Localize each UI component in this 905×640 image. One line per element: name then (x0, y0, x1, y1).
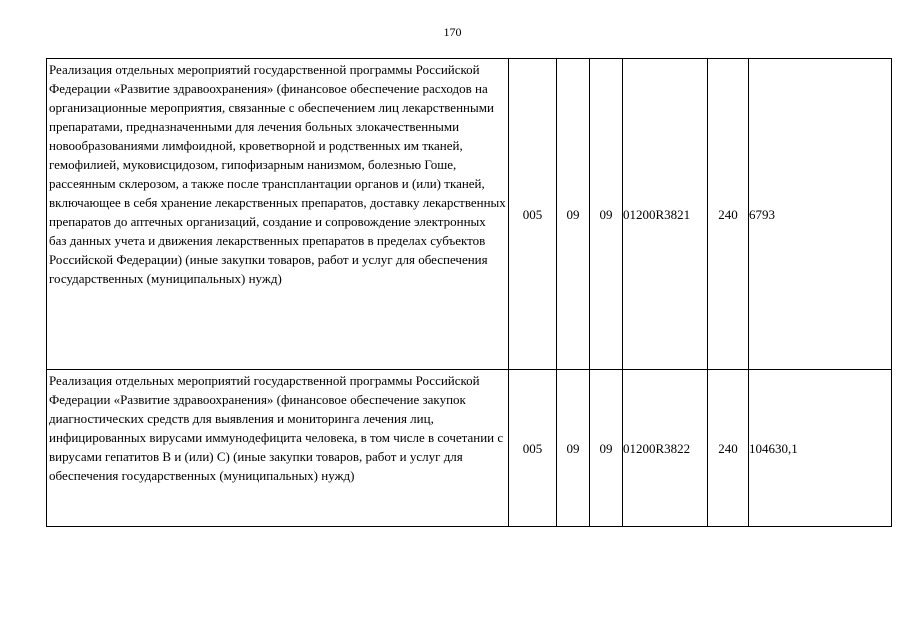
budget-table (46, 58, 892, 527)
target-article-cell: 01200R3821 (623, 59, 708, 370)
subsection-cell: 09 (590, 59, 623, 370)
expense-description: Реализация отдельных мероприятий государственной программы Российской Федерации «Развитие здравоохранения» (финансовое обеспечение закупок диагностических средств для выявления и мониторинга лечения лиц, инфицированных вирусами иммунодефицита человека, в том числе в сочетании с вирусами гепатитов В и (или) С) (иные закупки товаров, работ и услуг для обеспечения государственных (муниципальных) нужд) (47, 370, 509, 527)
section-cell: 09 (557, 59, 590, 370)
expense-type-cell: 240 (708, 370, 749, 527)
ministry-code-cell: 005 (509, 370, 557, 527)
amount-cell: 104630,1 (749, 370, 892, 527)
table-row (47, 370, 892, 527)
expense-type-cell: 240 (708, 59, 749, 370)
page-number: 170 (443, 25, 462, 39)
subsection-cell: 09 (590, 370, 623, 527)
target-article-cell: 01200R3822 (623, 370, 708, 527)
ministry-code-cell: 005 (509, 59, 557, 370)
section-cell: 09 (557, 370, 590, 527)
expense-description: Реализация отдельных мероприятий государственной программы Российской Федерации «Развитие здравоохранения» (финансовое обеспечение расходов на организационные мероприятия, связанные с обеспечением лиц лекарственными препаратами, предназначенными для лечения больных злокачественными новообразованиями лимфоидной, кроветворной и родственных им тканей, гемофилией, муковисцидозом, гипофизарным нанизмом, болезнью Гоше, рассеянным склерозом, а также после трансплантации органов и (или) тканей, включающее в себя хранение лекарственных препаратов, доставку лекарственных препаратов до аптечных организаций, создание и сопровождение электронных баз данных учета и движения лекарственных препаратов в пределах субъектов Российской Федерации) (иные закупки товаров, работ и услуг для обеспечения государственных (муниципальных) нужд) (47, 59, 509, 370)
table-row (47, 59, 892, 370)
amount-cell: 6793 (749, 59, 892, 370)
